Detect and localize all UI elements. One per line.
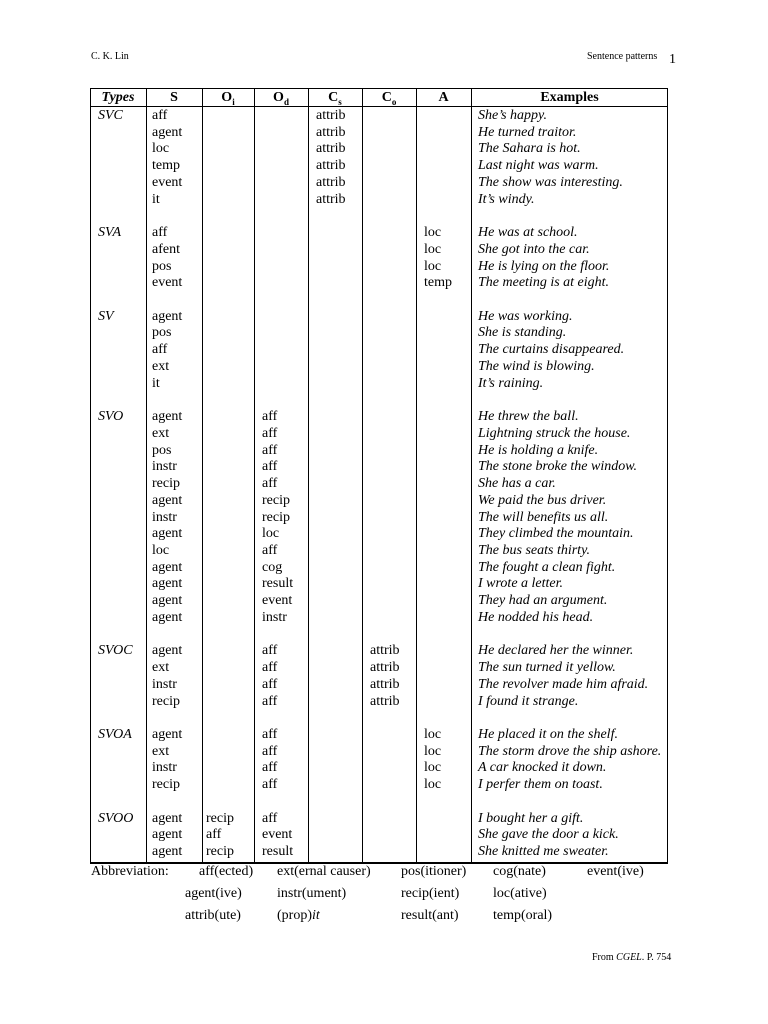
example-sentence: He threw the ball. <box>478 409 579 425</box>
role-s: agent <box>152 810 183 826</box>
role-s: loc <box>152 141 170 157</box>
role-s: instr <box>152 676 177 692</box>
role-od: aff <box>262 442 278 458</box>
example-sentence: He placed it on the shelf. <box>478 727 618 742</box>
abbreviation-item: agent(ive) <box>185 886 242 901</box>
example-sentence: The fought a clean fight. <box>478 559 616 575</box>
column-divider <box>471 89 472 862</box>
column-divider <box>146 89 147 862</box>
example-sentence: She gave the door a kick. <box>478 827 619 843</box>
role-s: agent <box>152 492 183 508</box>
role-a: loc <box>424 258 442 274</box>
role-s: agent <box>152 308 183 324</box>
role-od: recip <box>262 492 290 508</box>
abbreviation-item: ext(ernal causer) <box>277 864 371 879</box>
role-s: ext <box>152 358 170 374</box>
example-sentence: The stone broke the window. <box>478 459 638 475</box>
role-s: recip <box>152 476 180 492</box>
example-sentence: He nodded his head. <box>478 609 594 625</box>
column-divider <box>667 89 668 862</box>
example-sentence: He was working. <box>478 308 573 324</box>
role-s: instr <box>152 760 177 776</box>
pattern-type: SVA <box>98 225 122 241</box>
role-s: agent <box>152 559 183 575</box>
role-od: aff <box>262 727 278 742</box>
example-sentence: He is holding a knife. <box>478 442 599 458</box>
role-s: recip <box>152 693 180 709</box>
role-s: aff <box>152 108 168 123</box>
example-sentence: They had an argument. <box>478 593 608 609</box>
role-s: agent <box>152 844 183 860</box>
role-cs: attrib <box>316 174 346 190</box>
example-sentence: She knitted me sweater. <box>478 844 609 860</box>
example-sentence: The Sahara is hot. <box>478 141 581 157</box>
example-sentence: The bus seats thirty. <box>478 542 591 558</box>
column-divider <box>90 89 91 862</box>
role-a: loc <box>424 225 442 241</box>
role-a: loc <box>424 241 442 257</box>
role-cs: attrib <box>316 158 346 174</box>
role-s: pos <box>152 442 172 458</box>
role-od: aff <box>262 777 278 793</box>
role-s: agent <box>152 576 183 592</box>
role-s: recip <box>152 777 180 793</box>
abbreviation-item: pos(itioner) <box>401 864 467 879</box>
example-sentence: The storm drove the ship ashore. <box>478 743 662 759</box>
example-sentence: We paid the bus driver. <box>478 492 607 508</box>
role-s: agent <box>152 609 183 625</box>
column-header-oi: $O_i$ <box>221 90 235 107</box>
example-sentence: The revolver made him afraid. <box>478 676 649 692</box>
abbreviation-item: (prop)it <box>277 908 320 923</box>
pattern-type: SVOC <box>98 643 133 659</box>
role-cs: attrib <box>316 141 346 157</box>
example-sentence: I found it strange. <box>478 693 579 709</box>
example-sentence: The will benefits us all. <box>478 509 609 525</box>
abbreviation-item: attrib(ute) <box>185 908 241 923</box>
role-od: aff <box>262 643 278 659</box>
role-s: agent <box>152 827 183 843</box>
role-od: cog <box>262 559 283 575</box>
role-co: attrib <box>370 643 400 659</box>
pattern-type: SVO <box>98 409 124 425</box>
example-sentence: I bought her a gift. <box>478 810 584 826</box>
pattern-type: SVOA <box>98 727 132 742</box>
example-sentence: Lightning struck the house. <box>478 425 631 441</box>
column-header-s: S <box>170 90 178 105</box>
example-sentence: It’s raining. <box>478 375 544 391</box>
role-s: event <box>152 275 183 291</box>
role-cs: attrib <box>316 191 346 207</box>
abbreviation-item: event(ive) <box>587 864 644 879</box>
column-divider <box>362 89 363 862</box>
abbreviation-item: instr(ument) <box>277 886 347 901</box>
pattern-type: SV <box>98 308 114 324</box>
role-od: aff <box>262 542 278 558</box>
column-divider <box>254 89 255 862</box>
role-s: agent <box>152 643 183 659</box>
role-s: aff <box>152 342 168 358</box>
role-od: loc <box>262 526 280 542</box>
role-s: agent <box>152 409 183 425</box>
abbreviation-item: temp(oral) <box>493 908 553 923</box>
role-s: afent <box>152 241 180 257</box>
role-od: result <box>262 844 294 860</box>
abbreviation-item: cog(nate) <box>493 864 546 879</box>
role-s: agent <box>152 124 183 140</box>
role-od: aff <box>262 660 278 676</box>
example-sentence: He turned traitor. <box>478 124 577 140</box>
role-s: it <box>152 191 160 207</box>
role-s: ext <box>152 425 170 441</box>
role-od: aff <box>262 425 278 441</box>
role-a: loc <box>424 743 442 759</box>
role-co: attrib <box>370 676 400 692</box>
role-cs: attrib <box>316 124 346 140</box>
role-s: agent <box>152 526 183 542</box>
page-number: 1 <box>669 52 676 67</box>
role-s: ext <box>152 743 170 759</box>
example-sentence: He is lying on the floor. <box>478 258 610 274</box>
column-header-cs: $C_s$ <box>328 90 342 107</box>
role-od: result <box>262 576 294 592</box>
role-a: loc <box>424 777 442 793</box>
role-a: loc <box>424 760 442 776</box>
header-title: Sentence patterns <box>587 51 658 62</box>
column-header-types: Types <box>101 90 135 105</box>
role-od: instr <box>262 609 287 625</box>
role-od: aff <box>262 760 278 776</box>
column-divider <box>416 89 417 862</box>
role-s: pos <box>152 325 172 341</box>
role-oi: aff <box>206 827 222 843</box>
role-s: temp <box>152 158 180 174</box>
pattern-type: SVC <box>98 108 123 123</box>
role-s: ext <box>152 660 170 676</box>
role-s: event <box>152 174 183 190</box>
role-s: aff <box>152 225 168 241</box>
example-sentence: The show was interesting. <box>478 174 623 190</box>
example-sentence: The meeting is at eight. <box>478 275 610 291</box>
column-header-od: $O_d$ <box>273 90 289 107</box>
abbreviation-item: loc(ative) <box>493 886 547 901</box>
role-s: it <box>152 375 160 391</box>
example-sentence: She’s happy. <box>478 108 547 123</box>
pattern-type: SVOO <box>98 810 134 826</box>
column-divider <box>308 89 309 862</box>
role-od: aff <box>262 409 278 425</box>
example-sentence: It’s windy. <box>478 191 535 207</box>
example-sentence: Last night was warm. <box>478 158 599 174</box>
abbreviation-label: Abbreviation: <box>91 864 169 879</box>
example-sentence: She is standing. <box>478 325 567 341</box>
role-oi: recip <box>206 810 234 826</box>
role-od: aff <box>262 693 278 709</box>
role-od: aff <box>262 743 278 759</box>
role-co: attrib <box>370 693 400 709</box>
column-header-ex: Examples <box>540 90 599 105</box>
role-od: aff <box>262 676 278 692</box>
example-sentence: A car knocked it down. <box>478 760 607 776</box>
example-sentence: The curtains disappeared. <box>478 342 625 358</box>
role-od: aff <box>262 476 278 492</box>
role-cs: attrib <box>316 108 346 123</box>
role-od: aff <box>262 459 278 475</box>
role-s: instr <box>152 509 177 525</box>
abbreviation-item: recip(ient) <box>401 886 460 901</box>
role-od: recip <box>262 509 290 525</box>
role-s: pos <box>152 258 172 274</box>
role-co: attrib <box>370 660 400 676</box>
column-divider <box>202 89 203 862</box>
example-sentence: He was at school. <box>478 225 578 241</box>
header-author: C. K. Lin <box>91 51 129 62</box>
role-od: event <box>262 593 293 609</box>
role-s: agent <box>152 593 183 609</box>
example-sentence: The wind is blowing. <box>478 358 595 374</box>
example-sentence: They climbed the mountain. <box>478 526 634 542</box>
role-od: aff <box>262 810 278 826</box>
column-header-co: $C_o$ <box>381 90 397 107</box>
role-s: loc <box>152 542 170 558</box>
source-citation: From CGEL. P. 754 <box>592 952 672 963</box>
example-sentence: The sun turned it yellow. <box>478 660 616 676</box>
role-od: event <box>262 827 293 843</box>
example-sentence: She has a car. <box>478 476 556 492</box>
role-oi: recip <box>206 844 234 860</box>
sentence-patterns-table <box>90 88 668 864</box>
role-s: instr <box>152 459 177 475</box>
role-a: temp <box>424 275 452 291</box>
role-a: loc <box>424 727 442 742</box>
abbreviation-item: aff(ected) <box>199 864 254 879</box>
example-sentence: She got into the car. <box>478 241 590 257</box>
example-sentence: I wrote a letter. <box>478 576 564 592</box>
example-sentence: He declared her the winner. <box>478 643 634 659</box>
role-s: agent <box>152 727 183 742</box>
column-header-a: A <box>438 90 449 105</box>
abbreviation-item: result(ant) <box>401 908 459 923</box>
example-sentence: I perfer them on toast. <box>478 777 603 793</box>
